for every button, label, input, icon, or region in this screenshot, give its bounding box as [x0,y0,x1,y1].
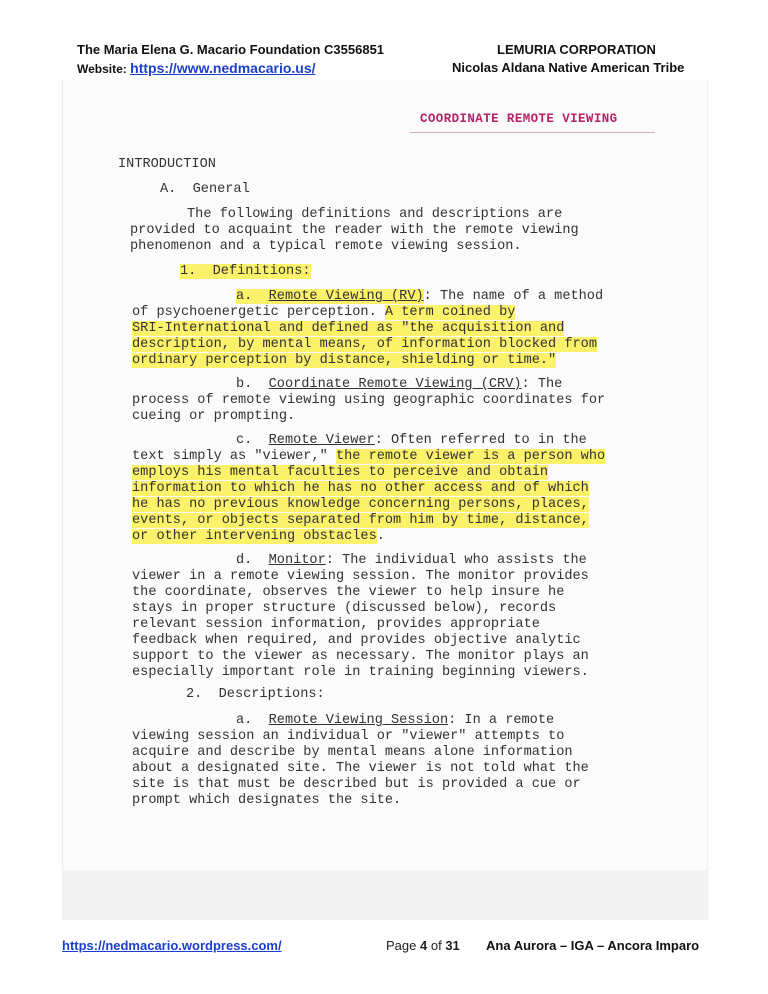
description-term: Remote Viewing Session [268,713,449,728]
definition-b-line: process of remote viewing using geographic coordinates for [132,393,606,408]
definition-c-line: text simply as "viewer," the remote viewer is a person who [132,449,606,464]
descriptions-heading: 2. Descriptions: [186,687,325,702]
document-title: COORDINATE REMOTE VIEWING [420,112,618,126]
footer-author: Ana Aurora – IGA – Ancora Imparo [486,938,700,953]
intro-line: The following definitions and descriptions are [187,207,563,222]
definition-term: Remote Viewing (RV) [268,289,424,304]
definition-b-line: cueing or prompting. [132,409,296,424]
description-a-line: site is that must be described but is provided a cue or [132,777,581,792]
intro-line: phenomenon and a typical remote viewing session. [130,239,522,254]
definition-a-line: ordinary perception by distance, shielding or time." [132,353,557,368]
definition-d-line: d. Monitor: The individual who assists the [236,553,587,568]
description-a-line: acquire and describe by mental means alone information [132,745,573,760]
page-number: Page 4 of 31 [386,938,460,953]
website-link[interactable]: https://www.nedmacario.us/ [130,60,316,76]
definition-term: Monitor [268,553,326,568]
definition-d-line: relevant session information, provides appropriate [132,617,540,632]
description-a-line: prompt which designates the site. [132,793,402,808]
definition-term: Coordinate Remote Viewing (CRV) [268,377,522,392]
foundation-header: The Maria Elena G. Macario Foundation C3556851 [77,42,385,57]
corporation-header: LEMURIA CORPORATION [497,42,656,57]
definitions-heading: 1. Definitions: [180,264,311,279]
footer-link[interactable]: https://nedmacario.wordpress.com/ [62,938,282,953]
tribe-header: Nicolas Aldana Native American Tribe [452,60,685,75]
website-line [77,60,316,76]
definition-a-line: a. Remote Viewing (RV): The name of a method [236,289,604,304]
definition-d-line: support to the viewer as necessary. The monitor plays an [132,649,589,664]
description-a-line: about a designated site. The viewer is not told what the [132,761,589,776]
definition-d-line: feedback when required, and provides objective analytic [132,633,581,648]
description-a-line: a. Remote Viewing Session: In a remote [236,713,555,728]
definition-a-line: of psychoenergetic perception. A term coined by [132,305,516,320]
definition-c-line: employs his mental faculties to perceive and obtain [132,465,549,480]
definition-d-line: the coordinate, observes the viewer to help insure he [132,585,565,600]
definition-b-line: b. Coordinate Remote Viewing (CRV): The [236,377,563,392]
definition-d-line: viewer in a remote viewing session. The monitor provides [132,569,589,584]
intro-line: provided to acquaint the reader with the remote viewing [130,223,579,238]
definition-c-line: information to which he has no other access and of which [132,481,589,496]
definition-c-line: he has no previous knowledge concerning persons, places, [132,497,589,512]
definition-a-line: SRI-International and defined as "the acquisition and [132,321,565,336]
introduction-heading: INTRODUCTION [118,157,216,172]
definition-c-line: c. Remote Viewer: Often referred to in the [236,433,587,448]
definition-c-line: or other intervening obstacles. [132,529,385,544]
definition-d-line: stays in proper structure (discussed below), records [132,601,557,616]
description-a-line: viewing session an individual or "viewer" attempts to [132,729,565,744]
definition-d-line: especially important role in training beginning viewers. [132,665,589,680]
definition-a-line: description, by mental means, of information blocked from [132,337,597,352]
definition-term: Remote Viewer [268,433,375,448]
title-underline [410,132,655,133]
section-a-heading: A. General [160,182,250,197]
website-label: Website: [77,62,127,76]
definition-c-line: events, or objects separated from him by time, distance, [132,513,589,528]
